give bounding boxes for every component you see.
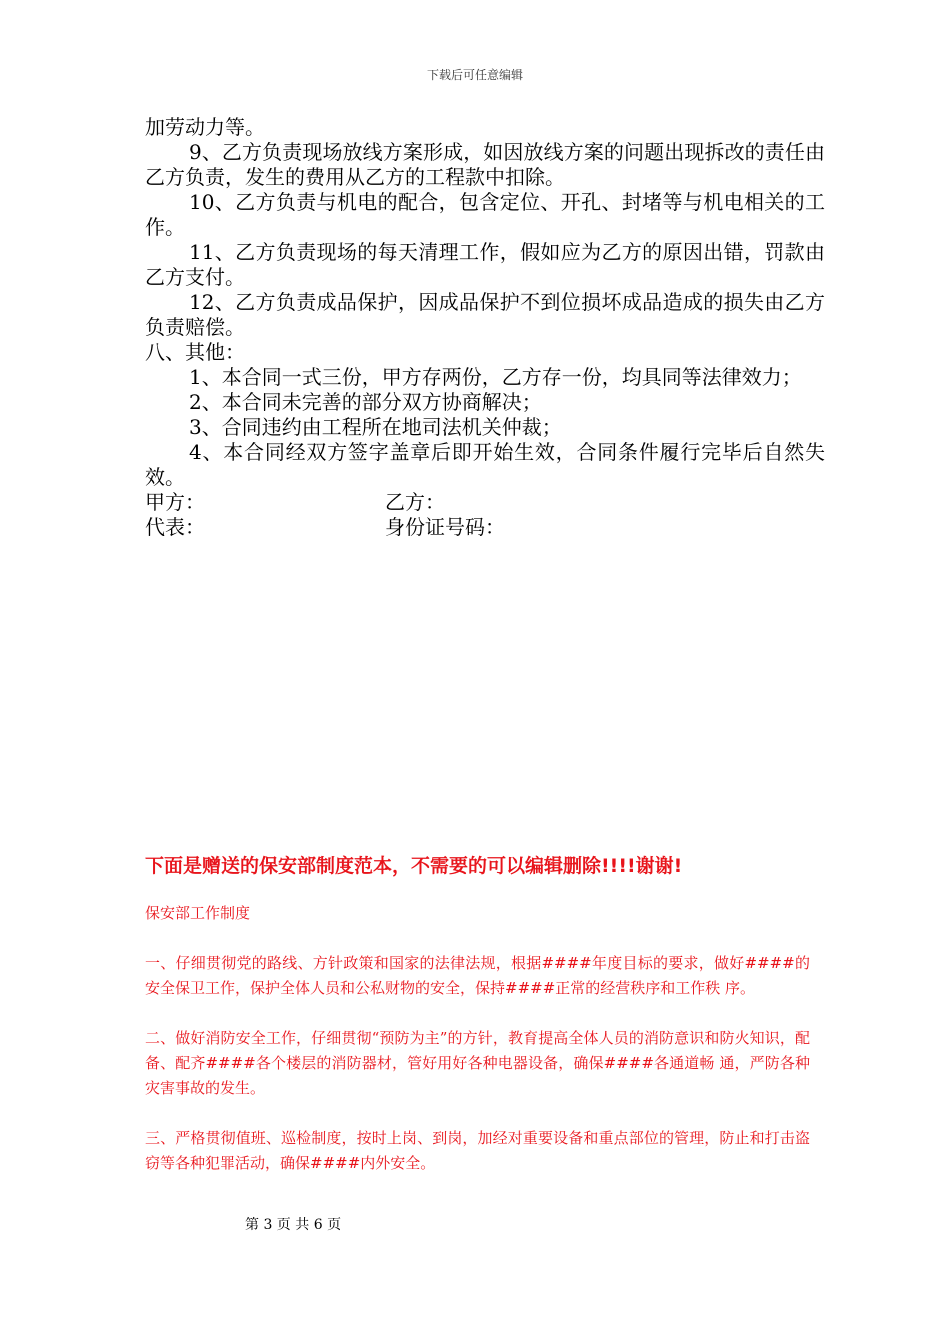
paragraph: 2、本合同未完善的部分双方协商解决； <box>189 390 542 414</box>
contract-body <box>145 115 825 540</box>
signature-row-ids <box>145 515 825 540</box>
paragraph: 11、乙方负责现场的每天清理工作，假如应为乙方的原因出错，罚款由乙方支付。 <box>145 240 825 289</box>
paragraph: 9、乙方负责现场放线方案形成，如因放线方案的问题出现拆改的责任由乙方负责，发生的费用从乙方的工程款中扣除。 <box>145 140 825 189</box>
party-b-label: 乙方： <box>385 490 445 514</box>
appendix-item: 二、做好消防安全工作，仔细贯彻“预防为主”的方针，教育提高全体人员的消防意识和防火知识，配备、配齐####各个楼层的消防器材，管好用好各种电器设备，确保####各通道畅 通，严防各种灾害事故的发生。 <box>145 1029 810 1097</box>
page-footer: 第 3 页 共 6 页 <box>245 1217 342 1233</box>
signature-row-parties <box>145 490 825 515</box>
representative-label: 代表： <box>145 515 205 539</box>
paragraph: 4、本合同经双方签字盖章后即开始生效，合同条件履行完毕后自然失效。 <box>145 440 825 489</box>
paragraph: 1、本合同一式三份，甲方存两份，乙方存一份，均具同等法律效力； <box>189 365 802 389</box>
id-number-label: 身份证号码： <box>385 515 505 539</box>
paragraph: 10、乙方负责与机电的配合，包含定位、开孔、封堵等与机电相关的工作。 <box>145 190 825 239</box>
page-header: 下载后可任意编辑 <box>426 68 523 82</box>
appendix-title: 保安部工作制度 <box>145 904 251 922</box>
paragraph: 加劳动力等。 <box>145 115 265 139</box>
paragraph: 12、乙方负责成品保护，因成品保护不到位损坏成品造成的损失由乙方负责赔偿。 <box>145 290 825 339</box>
party-a-label: 甲方： <box>145 490 205 514</box>
paragraph: 3、合同违约由工程所在地司法机关仲裁； <box>189 415 562 439</box>
appendix-item: 三、严格贯彻值班、巡检制度，按时上岗、到岗，加经对重要设备和重点部位的管理，防止和打击盗窃等各种犯罪活动，确保####内外安全。 <box>145 1129 810 1172</box>
promo-notice: 下面是赠送的保安部制度范本，不需要的可以编辑删除!!!!谢谢! <box>145 855 683 877</box>
appendix-item: 一、仔细贯彻党的路线、方针政策和国家的法律法规，根据####年度目标的要求，做好####的安全保卫工作，保护全体人员和公私财物的安全，保持####正常的经营秩序和工作秩 序。 <box>145 954 810 997</box>
appendix-section <box>145 901 810 1201</box>
section-heading: 八、其他： <box>145 340 245 364</box>
